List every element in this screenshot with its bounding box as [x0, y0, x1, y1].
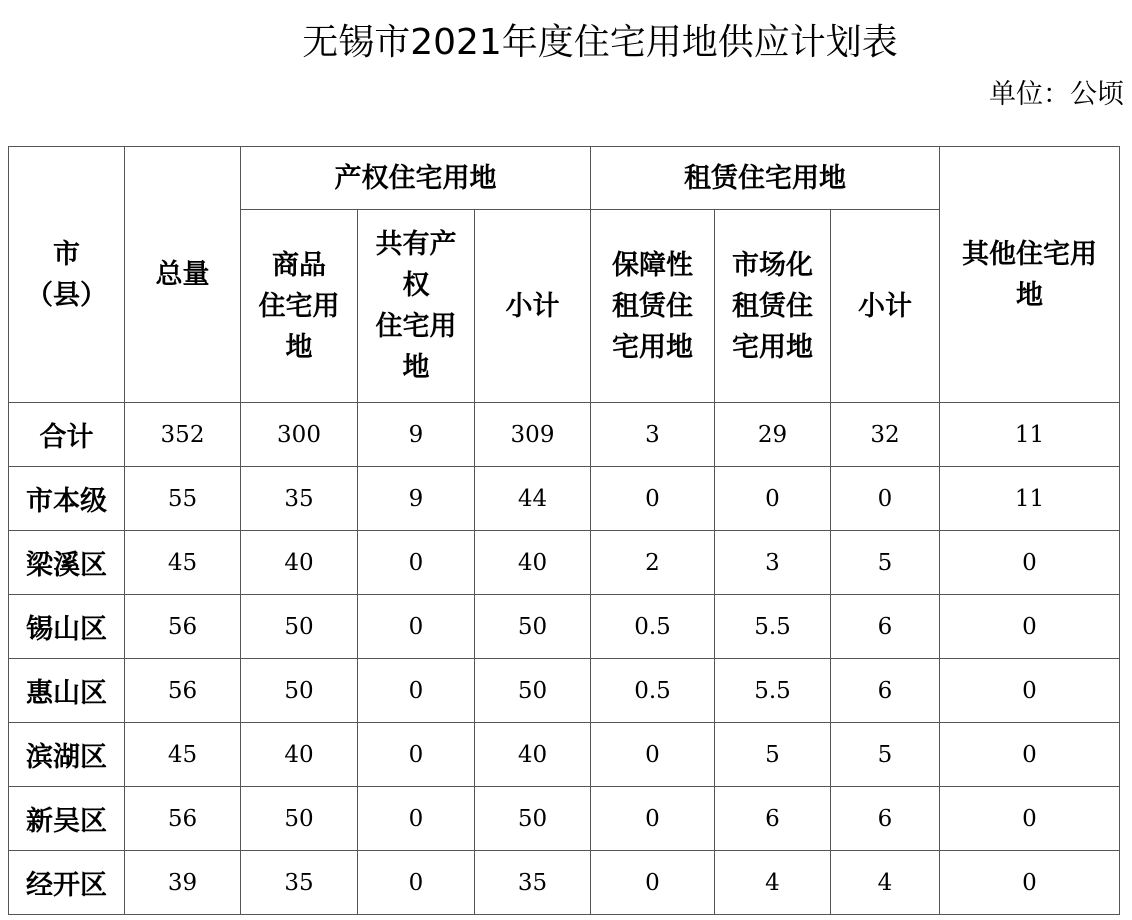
page-title: 无锡市2021年度住宅用地供应计划表	[302, 22, 898, 63]
table-row	[9, 787, 1120, 851]
value-cell: 39	[125, 851, 241, 915]
value-cell: 0.5	[591, 659, 715, 723]
value-cell: 0	[358, 595, 475, 659]
table-row	[9, 403, 1120, 467]
value-cell: 50	[475, 787, 591, 851]
value-cell: 4	[831, 851, 940, 915]
value-cell: 309	[475, 403, 591, 467]
value-cell: 6	[715, 787, 831, 851]
value-cell: 0	[358, 787, 475, 851]
value-cell: 56	[125, 659, 241, 723]
value-cell: 56	[125, 787, 241, 851]
row-name-cell: 市本级	[9, 467, 125, 531]
value-cell: 0	[831, 467, 940, 531]
value-cell: 45	[125, 531, 241, 595]
row-name-cell: 经开区	[9, 851, 125, 915]
header-shared: 共有产 权 住宅用 地	[358, 210, 475, 403]
value-cell: 40	[475, 723, 591, 787]
value-cell: 40	[241, 723, 358, 787]
value-cell: 11	[940, 403, 1120, 467]
value-cell: 0	[358, 851, 475, 915]
value-cell: 50	[241, 595, 358, 659]
value-cell: 4	[715, 851, 831, 915]
row-name-cell: 惠山区	[9, 659, 125, 723]
value-cell: 0	[591, 851, 715, 915]
value-cell: 40	[241, 531, 358, 595]
row-name-cell: 合计	[9, 403, 125, 467]
value-cell: 5	[715, 723, 831, 787]
value-cell: 44	[475, 467, 591, 531]
value-cell: 5	[831, 531, 940, 595]
header-total: 总量	[125, 147, 241, 403]
value-cell: 35	[241, 467, 358, 531]
row-name-cell: 锡山区	[9, 595, 125, 659]
value-cell: 32	[831, 403, 940, 467]
value-cell: 0	[358, 723, 475, 787]
value-cell: 45	[125, 723, 241, 787]
land-supply-table	[8, 146, 1120, 915]
value-cell: 0	[940, 595, 1120, 659]
value-cell: 0	[358, 659, 475, 723]
value-cell: 29	[715, 403, 831, 467]
value-cell: 0	[591, 787, 715, 851]
table-row	[9, 851, 1120, 915]
value-cell: 50	[475, 595, 591, 659]
value-cell: 5.5	[715, 595, 831, 659]
value-cell: 0	[940, 851, 1120, 915]
value-cell: 0	[715, 467, 831, 531]
row-name-cell: 滨湖区	[9, 723, 125, 787]
value-cell: 5	[831, 723, 940, 787]
value-cell: 300	[241, 403, 358, 467]
table-row	[9, 723, 1120, 787]
header-property-group: 产权住宅用地	[241, 147, 591, 210]
value-cell: 0	[940, 659, 1120, 723]
value-cell: 9	[358, 403, 475, 467]
header-affordable: 保障性 租赁住 宅用地	[591, 210, 715, 403]
row-name-cell: 新吴区	[9, 787, 125, 851]
header-rental-group: 租赁住宅用地	[591, 147, 940, 210]
row-name-cell: 梁溪区	[9, 531, 125, 595]
value-cell: 35	[475, 851, 591, 915]
value-cell: 0	[591, 723, 715, 787]
value-cell: 0	[940, 723, 1120, 787]
value-cell: 50	[475, 659, 591, 723]
unit-label: 单位：公顷	[989, 79, 1124, 110]
value-cell: 40	[475, 531, 591, 595]
table-row	[9, 659, 1120, 723]
table-row	[9, 467, 1120, 531]
value-cell: 0	[940, 787, 1120, 851]
value-cell: 0	[940, 531, 1120, 595]
value-cell: 50	[241, 659, 358, 723]
value-cell: 3	[715, 531, 831, 595]
header-other: 其他住宅用 地	[940, 147, 1120, 403]
header-subtotal-property: 小计	[475, 210, 591, 403]
value-cell: 6	[831, 787, 940, 851]
header-city: 市 （县）	[9, 147, 125, 403]
value-cell: 2	[591, 531, 715, 595]
value-cell: 9	[358, 467, 475, 531]
value-cell: 352	[125, 403, 241, 467]
table-row	[9, 531, 1120, 595]
value-cell: 0	[358, 531, 475, 595]
value-cell: 0.5	[591, 595, 715, 659]
header-subtotal-rental: 小计	[831, 210, 940, 403]
value-cell: 55	[125, 467, 241, 531]
value-cell: 5.5	[715, 659, 831, 723]
value-cell: 11	[940, 467, 1120, 531]
value-cell: 3	[591, 403, 715, 467]
header-commercial: 商品 住宅用 地	[241, 210, 358, 403]
header-market: 市场化 租赁住 宅用地	[715, 210, 831, 403]
value-cell: 50	[241, 787, 358, 851]
value-cell: 56	[125, 595, 241, 659]
value-cell: 0	[591, 467, 715, 531]
value-cell: 35	[241, 851, 358, 915]
table-row	[9, 595, 1120, 659]
value-cell: 6	[831, 595, 940, 659]
value-cell: 6	[831, 659, 940, 723]
